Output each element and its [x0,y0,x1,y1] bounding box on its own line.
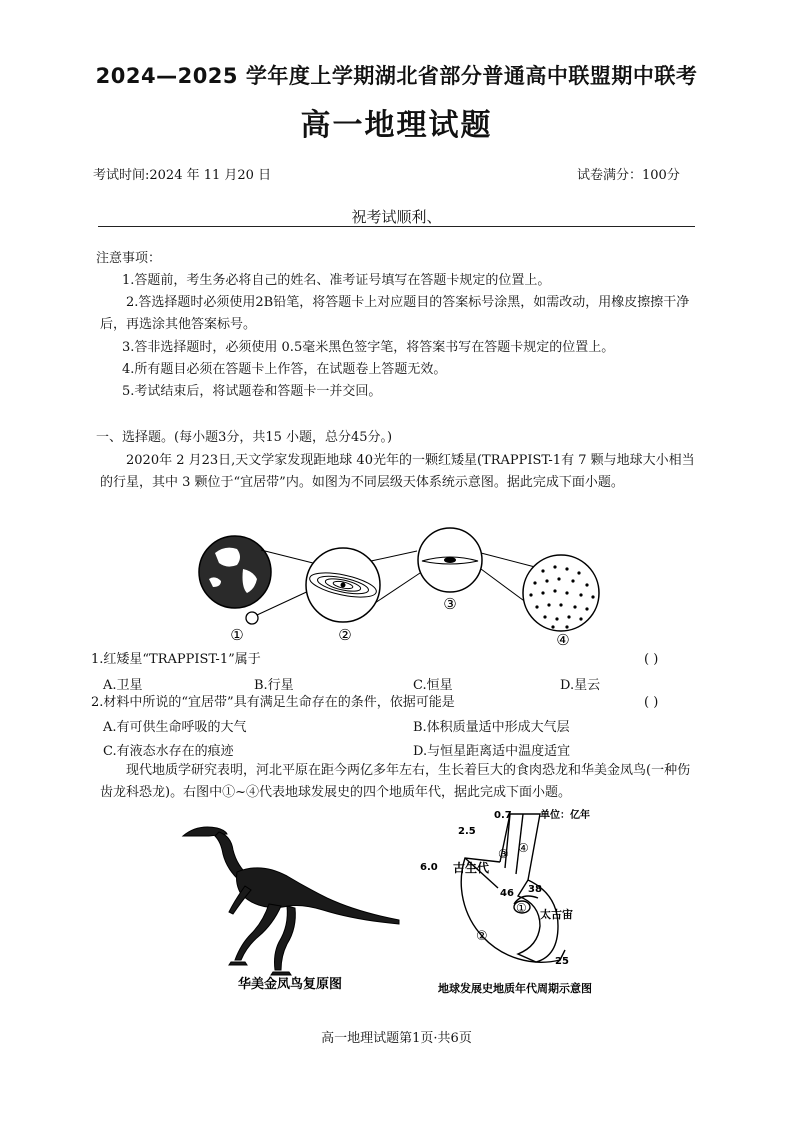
exam-title: 2024—2025 学年度上学期湖北省部分普通高中联盟期中联考 [95,64,698,88]
moon-circle [246,612,258,624]
dinosaur-caption: 华美金凤鸟复原图 [237,977,343,992]
question-1-option-d: D.星云 [560,678,601,693]
universe-circle [523,555,599,631]
question-1-stem: 1.红矮星“TRAPPIST-1”属于 [91,652,261,667]
question-1-option-b: B.行星 [254,678,294,693]
geo-number-2.5: 2.5 [458,826,476,837]
question-1-answer-blank: ( ) [644,652,659,667]
geo-number-6.0: 6.0 [420,862,438,873]
geo-mark-1: ① [516,901,527,915]
exam-time: 考试时间:2024 年 11 月20 日 [93,168,272,183]
geo-mark-4: ④ [518,841,529,855]
page-footer: 高一地理试题第1页·共6页 [321,1031,472,1046]
motto: 祝考试顺利、 [351,208,442,226]
geologic-figure-caption: 地球发展史地质年代周期示意图 [438,982,592,995]
question-2-answer-blank: ( ) [644,695,659,710]
figure1-label-1: ① [230,626,244,644]
geo-number-0.7: 0.7 [494,810,512,821]
notice-item-1: 1.答题前，考生务必将自己的姓名、准考证号填写在答题卡规定的位置上。 [122,273,551,288]
geo-number-25: 25 [555,956,569,967]
geo-era-cenozoic: 古生代 [453,861,490,875]
geologic-time-figure [410,800,620,1000]
earth-image [199,536,271,608]
passage-1: 2020年 2 月23日,天文学家发现距地球 40光年的一颗红矮星(TRAPPIST-1有 7 颗与地球大小相当的行星，其中 3 颗位于“宜居带”内。如图为不同层级天体系统示意图。据此完成下面小题。 [100,453,695,490]
figure1-label-4: ④ [556,631,570,647]
dinosaur-figure [175,820,405,995]
dinosaur-image [183,827,399,975]
notice-item-2: 2.答选择题时必须使用2B铅笔，将答题卡上对应题目的答案标号涂黑，如需改动，用橡皮擦擦干净后，再选涂其他答案标号。 [100,295,690,332]
notice-item-4: 4.所有题目必须在答题卡上作答，在试题卷上答题无效。 [122,362,447,377]
figure1-label-2: ② [338,626,352,644]
full-score: 试卷满分：100分 [577,168,680,183]
geo-mark-2: ② [476,929,488,944]
celestial-systems-figure [195,525,615,647]
subject-title: 高一地理试题 [300,108,493,143]
question-2-option-c: C.有液态水存在的痕迹 [103,744,234,759]
header-divider [98,226,695,227]
galaxy-circle [418,528,482,592]
figure1-label-3: ③ [443,595,457,613]
geo-unit: 单位：亿年 [540,810,590,821]
notice-heading: 注意事项： [96,251,162,266]
question-2-option-b: B.体积质量适中形成大气层 [413,720,570,735]
geo-era-archean: 太古宙 [540,908,573,921]
question-2-option-d: D.与恒星距离适中温度适宜 [413,744,571,759]
question-2-stem: 2.材料中所说的“宜居带”具有满足生命存在的条件，依据可能是 [91,695,455,710]
section-heading: 一、选择题。(每小题3分，共15 小题，总分45分。) [96,430,393,445]
geo-number-38: 38 [528,884,542,895]
question-1-option-a: A.卫星 [103,678,143,693]
geo-number-46: 46 [500,888,514,899]
geo-mark-3: ③ [498,847,509,861]
notice-item-5: 5.考试结束后，将试题卷和答题卡一并交回。 [122,384,382,399]
solar-system-circle [306,548,380,622]
question-1-option-c: C.恒星 [413,678,453,693]
question-2-option-a: A.有可供生命呼吸的大气 [103,720,247,735]
passage-2: 现代地质学研究表明，河北平原在距今两亿多年左右，生长着巨大的食肉恐龙和华美金凤鸟(一种伤齿龙科恐龙)。右图中①~④代表地球发展史的四个地质年代，据此完成下面小题。 [100,763,691,800]
notice-item-3: 3.答非选择题时，必须使用 0.5毫米黑色签字笔，将答案书写在答题卡规定的位置上。 [122,340,615,355]
